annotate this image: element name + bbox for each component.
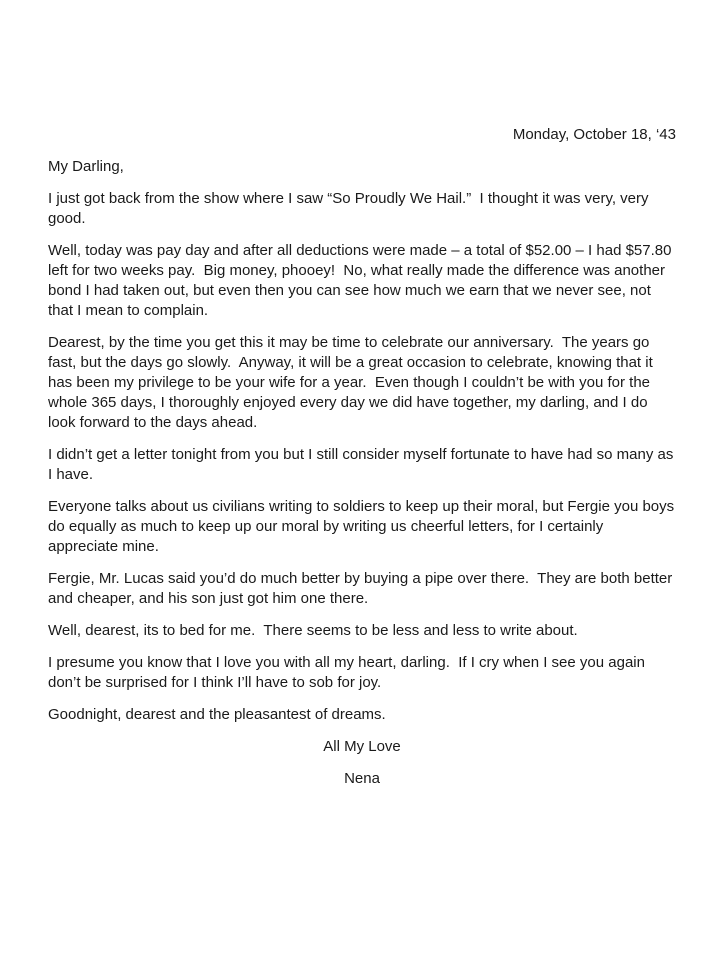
letter-date: Monday, October 18, ‘43 (512, 126, 676, 143)
letter-paragraph: Dearest, by the time you get this it may be time to celebrate our anniversary. The years go fast, but the days go slowly. Anyway, it will be a great occasion to celebrate, knowing that it has been my privilege to be your wife for a year. Even though I couldn’t be with you for the whole 365 days, I thoroughly enjoyed every day we did have together, my darling, and I do look forward to the days ahead. (48, 334, 657, 431)
letter-paragraph: I didn’t get a letter tonight from you but I still consider myself fortunate to have had so many as I have. (48, 446, 678, 483)
letter-paragraph: Fergie, Mr. Lucas said you’d do much better by buying a pipe over there. They are both better and cheaper, and his son just got him one there. (48, 570, 677, 607)
letter-paragraph: I just got back from the show where I saw “So Proudly We Hail.” I thought it was very, very good. (48, 190, 653, 227)
letter-paragraph: Well, today was pay day and after all deductions were made – a total of $52.00 – I had $57.80 left for two weeks pay. Big money, phooey! No, what really made the difference was another bond I had taken out, but even then you can see how much we earn that we never see, not that I mean to complain. (48, 242, 676, 319)
letter-paragraph: Everyone talks about us civilians writing to soldiers to keep up their moral, but Fergie you boys do equally as much to keep up our moral by writing us cheerful letters, for I certainly appreciate mine. (48, 498, 679, 555)
letter-closing: All My Love (323, 738, 401, 755)
letter-paragraph: I presume you know that I love you with all my heart, darling. If I cry when I see you again don’t be surprised for I think I’ll have to sob for joy. (48, 654, 650, 691)
letter-paragraph: Goodnight, dearest and the pleasantest of dreams. (48, 706, 386, 723)
letter-body (48, 189, 679, 725)
letter-salutation: My Darling, (48, 158, 124, 175)
letter-paragraph: Well, dearest, its to bed for me. There seems to be less and less to write about. (48, 622, 578, 639)
letter-signature: Nena (344, 770, 380, 787)
